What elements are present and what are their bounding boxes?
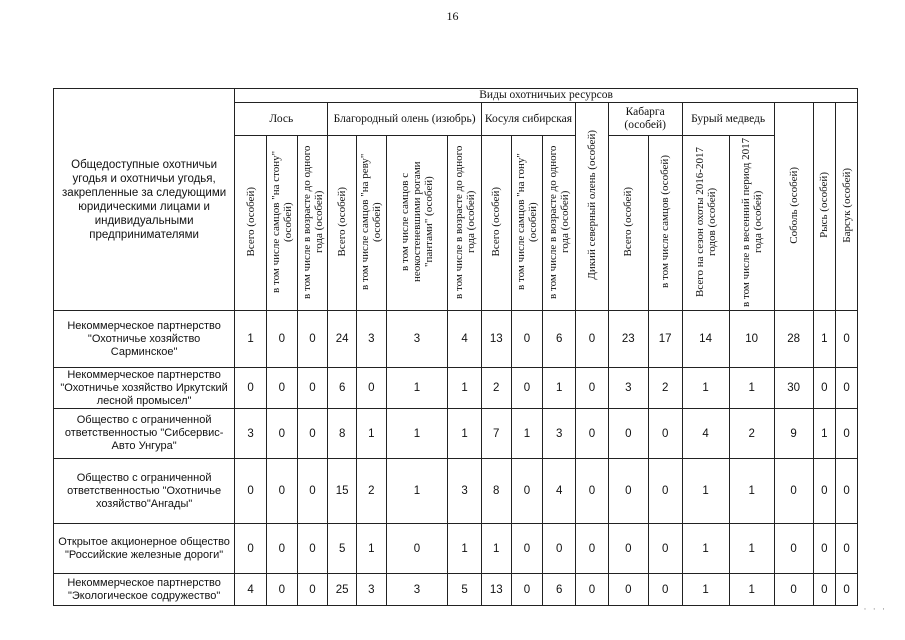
table-cell: 0	[511, 459, 543, 524]
table-cell: 0	[836, 368, 858, 409]
table-cell: 1	[448, 368, 482, 409]
table-cell: 0	[266, 409, 297, 459]
table-cell: 0	[774, 459, 813, 524]
table-cell: 0	[648, 409, 682, 459]
table-cell: 0	[813, 368, 836, 409]
table-cell: 3	[543, 409, 576, 459]
species-header-red-deer: Благородный олень (изюбрь)	[328, 103, 482, 136]
table-cell: 1	[729, 459, 774, 524]
table-cell: 0	[266, 311, 297, 368]
table-row	[54, 524, 858, 574]
col-header-musk-males: в том числе самцов (особей)	[648, 136, 682, 311]
col-header-roe-young: в том числе в возрасте до одного года (особей)	[543, 136, 576, 311]
col-header-roe-total: Всего (особей)	[481, 136, 511, 311]
col-header-reindeer: Дикий северный олень (особей)	[576, 103, 609, 311]
col-header-red-deer-males: в том числе самцов "на реву" (особей)	[357, 136, 387, 311]
table-cell: 0	[774, 574, 813, 606]
table-cell: 5	[448, 574, 482, 606]
table-cell: 0	[235, 368, 267, 409]
table-cell: 0	[266, 459, 297, 524]
table-cell: 3	[357, 574, 387, 606]
table-cell: 2	[648, 368, 682, 409]
table-cell: 0	[648, 459, 682, 524]
row-organization-name: Общество с ограниченной ответственностью "Сибсервис-Авто Унгура"	[54, 409, 235, 459]
table-cell: 0	[297, 574, 328, 606]
table-cell: 15	[328, 459, 357, 524]
table-cell: 0	[266, 524, 297, 574]
table-cell: 1	[813, 311, 836, 368]
table-cell: 0	[608, 459, 648, 524]
table-cell: 4	[543, 459, 576, 524]
col-header-moose-males: в том числе самцов "на стону" (особей)	[266, 136, 297, 311]
table-cell: 2	[729, 409, 774, 459]
row-organization-name: Открытое акционерное общество "Российские железные дороги"	[54, 524, 235, 574]
table-cell: 0	[608, 574, 648, 606]
table-cell: 0	[648, 524, 682, 574]
table-cell: 3	[357, 311, 387, 368]
table-cell: 6	[543, 311, 576, 368]
table-cell: 0	[511, 524, 543, 574]
table-cell: 4	[448, 311, 482, 368]
table-cell: 1	[357, 524, 387, 574]
table-cell: 8	[328, 409, 357, 459]
table-cell: 0	[836, 574, 858, 606]
table-cell: 1	[357, 409, 387, 459]
table-cell: 0	[297, 409, 328, 459]
table-cell: 0	[297, 311, 328, 368]
table-cell: 2	[357, 459, 387, 524]
table-cell: 0	[297, 459, 328, 524]
table-row	[54, 368, 858, 409]
table-cell: 3	[608, 368, 648, 409]
table-cell: 0	[836, 409, 858, 459]
table-cell: 0	[297, 524, 328, 574]
table-cell: 0	[836, 311, 858, 368]
table-cell: 1	[682, 574, 729, 606]
table-cell: 0	[774, 524, 813, 574]
col-header-bear-spring: в том числе в весенний период 2017 года (особей)	[729, 136, 774, 311]
col-header-bear-season: Всего на сезон охоты 2016-2017 годов (особей)	[682, 136, 729, 311]
table-cell: 0	[648, 574, 682, 606]
table-cell: 0	[576, 524, 609, 574]
table-cell: 1	[235, 311, 267, 368]
table-cell: 0	[576, 368, 609, 409]
table-cell: 3	[235, 409, 267, 459]
table-cell: 17	[648, 311, 682, 368]
table-cell: 10	[729, 311, 774, 368]
table-cell: 6	[328, 368, 357, 409]
table-cell: 0	[297, 368, 328, 409]
table-cell: 1	[448, 524, 482, 574]
table-cell: 0	[235, 524, 267, 574]
col-header-red-deer-young: в том числе в возрасте до одного года (особей)	[448, 136, 482, 311]
table-cell: 28	[774, 311, 813, 368]
table-cell: 0	[511, 368, 543, 409]
table-cell: 3	[386, 311, 447, 368]
table-cell: 1	[386, 409, 447, 459]
table-cell: 0	[813, 574, 836, 606]
table-cell: 1	[448, 409, 482, 459]
group-header: Виды охотничьих ресурсов	[235, 89, 858, 103]
col-header-moose-total: Всего (особей)	[235, 136, 267, 311]
table-row	[54, 409, 858, 459]
col-header-lynx: Рысь (особей)	[813, 103, 836, 311]
table-cell: 23	[608, 311, 648, 368]
row-organization-name: Общество с ограниченной ответственностью "Охотничье хозяйство"Ангады"	[54, 459, 235, 524]
row-organization-name: Некоммерческое партнерство "Экологическое содружество"	[54, 574, 235, 606]
col-header-moose-young: в том числе в возрасте до одного года (особей)	[297, 136, 328, 311]
table-cell: 25	[328, 574, 357, 606]
table-cell: 0	[608, 524, 648, 574]
table-cell: 5	[328, 524, 357, 574]
table-cell: 4	[682, 409, 729, 459]
table-cell: 1	[729, 524, 774, 574]
table-cell: 3	[386, 574, 447, 606]
row-organization-name: Некоммерческое партнерство "Охотничье хозяйство Иркутский лесной промысел"	[54, 368, 235, 409]
table-cell: 1	[813, 409, 836, 459]
table-cell: 14	[682, 311, 729, 368]
table-cell: 0	[511, 311, 543, 368]
species-header-brown-bear: Бурый медведь	[682, 103, 774, 136]
table-cell: 0	[357, 368, 387, 409]
col-header-red-deer-total: Всего (особей)	[328, 136, 357, 311]
table-cell: 0	[511, 574, 543, 606]
table-cell: 1	[729, 574, 774, 606]
table-cell: 0	[266, 574, 297, 606]
table-cell: 13	[481, 574, 511, 606]
table-row	[54, 574, 858, 606]
table-cell: 7	[481, 409, 511, 459]
table-cell: 0	[576, 574, 609, 606]
row-organization-name: Некоммерческое партнерство "Охотничье хозяйство Сарминское"	[54, 311, 235, 368]
species-header-roe-deer: Косуля сибирская	[481, 103, 575, 136]
table-row	[54, 311, 858, 368]
corner-label: Общедоступные охотничьи угодья и охотничьи угодья, закрепленные за следующими юридическими лицами и индивидуальными предпринимателями	[54, 89, 235, 311]
page-number: 16	[446, 9, 459, 23]
table-cell: 8	[481, 459, 511, 524]
col-header-red-deer-antlers: в том числе самцов с неокостеневшими рогами "пантами" (особей)	[386, 136, 447, 311]
table-cell: 0	[813, 459, 836, 524]
species-header-musk-deer: Кабарга (особей)	[608, 103, 682, 136]
hunting-resources-table	[53, 88, 858, 606]
table-cell: 1	[682, 368, 729, 409]
table-cell: 3	[448, 459, 482, 524]
table-cell: 0	[543, 524, 576, 574]
table-cell: 1	[729, 368, 774, 409]
table-cell: 1	[481, 524, 511, 574]
table-cell: 2	[481, 368, 511, 409]
scan-mark: · · ·	[863, 604, 887, 614]
table-cell: 1	[386, 368, 447, 409]
table-cell: 0	[576, 409, 609, 459]
table-cell: 1	[386, 459, 447, 524]
table-cell: 0	[576, 311, 609, 368]
table-cell: 9	[774, 409, 813, 459]
table-cell: 0	[576, 459, 609, 524]
table-cell: 6	[543, 574, 576, 606]
col-header-roe-males: в том числе самцов "на гону" (особей)	[511, 136, 543, 311]
table-cell: 1	[682, 459, 729, 524]
table-cell: 0	[836, 459, 858, 524]
col-header-badger: Барсук (особей)	[836, 103, 858, 311]
table-cell: 1	[511, 409, 543, 459]
col-header-sable: Соболь (особей)	[774, 103, 813, 311]
table-cell: 4	[235, 574, 267, 606]
table-cell: 1	[682, 524, 729, 574]
species-header-moose: Лось	[235, 103, 328, 136]
table-cell: 1	[543, 368, 576, 409]
table-cell: 30	[774, 368, 813, 409]
table-cell: 13	[481, 311, 511, 368]
table-cell: 0	[836, 524, 858, 574]
col-header-musk-total: Всего (особей)	[608, 136, 648, 311]
table-cell: 24	[328, 311, 357, 368]
table-cell: 0	[386, 524, 447, 574]
table-cell: 0	[608, 409, 648, 459]
table-cell: 0	[813, 524, 836, 574]
table-cell: 0	[235, 459, 267, 524]
table-row	[54, 459, 858, 524]
table-cell: 0	[266, 368, 297, 409]
